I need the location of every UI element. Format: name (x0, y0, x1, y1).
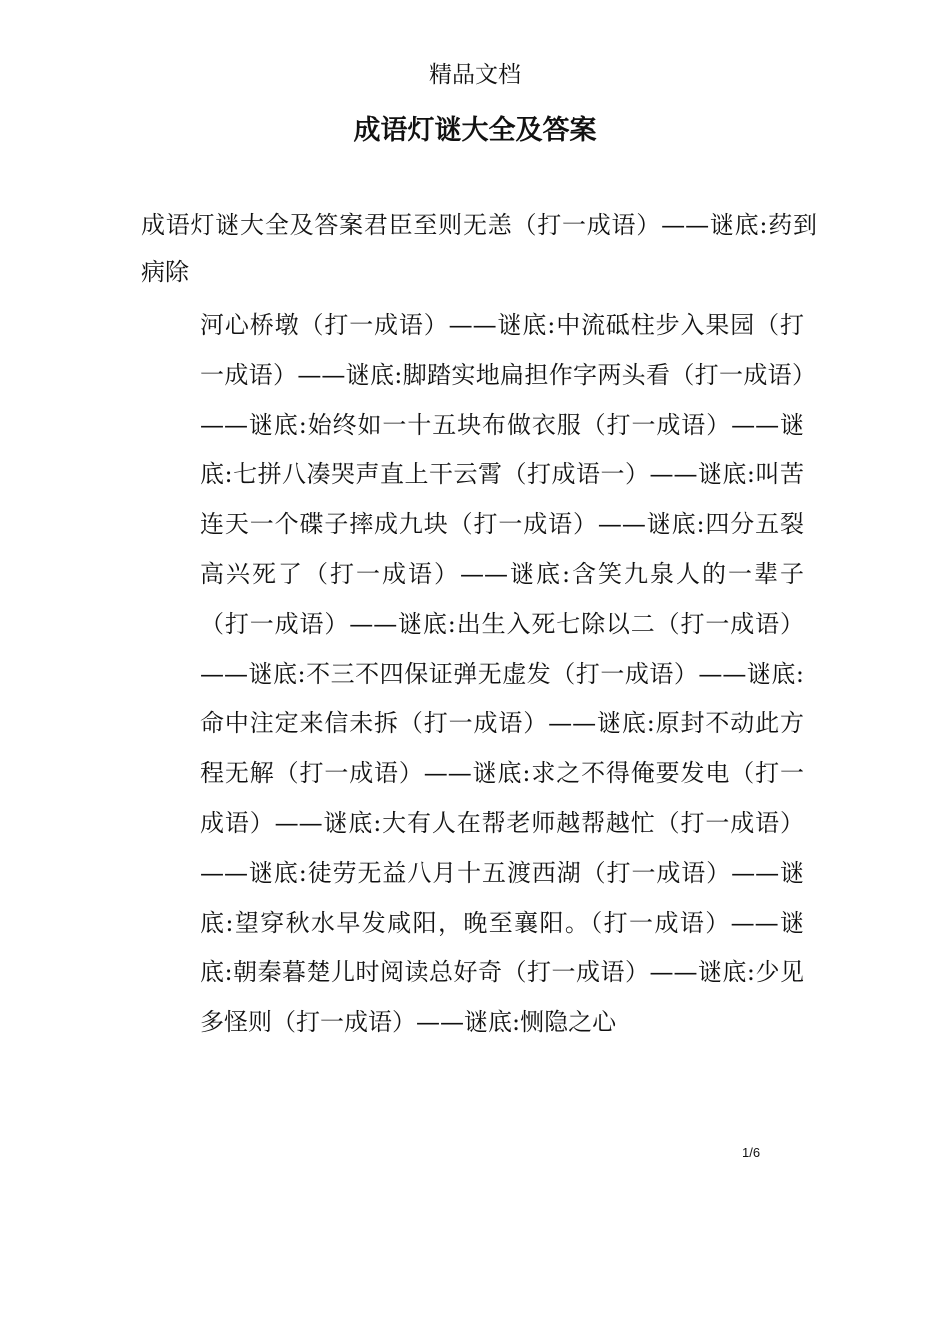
page-header: 精品文档 (429, 62, 521, 88)
page-number: 1/6 (742, 1145, 761, 1160)
paragraph-riddles: 河心桥墩（打一成语）——谜底:中流砥柱步入果园（打一成语）——谜底:脚踏实地扁担作字两头看（打一成语）——谜底:始终如一十五块布做衣服（打一成语）——谜底:七拼八凑哭声直上干云霄（打成语一）——谜底:叫苦连天一个碟子摔成九块（打一成语）——谜底:四分五裂高兴死了（打一成语）——谜底:含笑九泉人的一辈子（打一成语）——谜底:出生入死七除以二（打一成语）——谜底:不三不四保证弹无虚发（打一成语）——谜底:命中注定来信未拆（打一成语）——谜底:原封不动此方程无解（打一成语）——谜底:求之不得俺要发电（打一成语）——谜底:大有人在帮老师越帮越忙（打一成语）——谜底:徒劳无益八月十五渡西湖（打一成语）——谜底:望穿秋水早发咸阳，晚至襄阳。（打一成语）——谜底:朝秦暮楚儿时阅读总好奇（打一成语）——谜底:少见多怪则（打一成语）——谜底:恻隐之心 (200, 311, 804, 1037)
document-title: 成语灯谜大全及答案 (353, 115, 597, 146)
paragraph-intro: 成语灯谜大全及答案君臣至则无恙（打一成语）——谜底:药到病除 (141, 211, 817, 286)
